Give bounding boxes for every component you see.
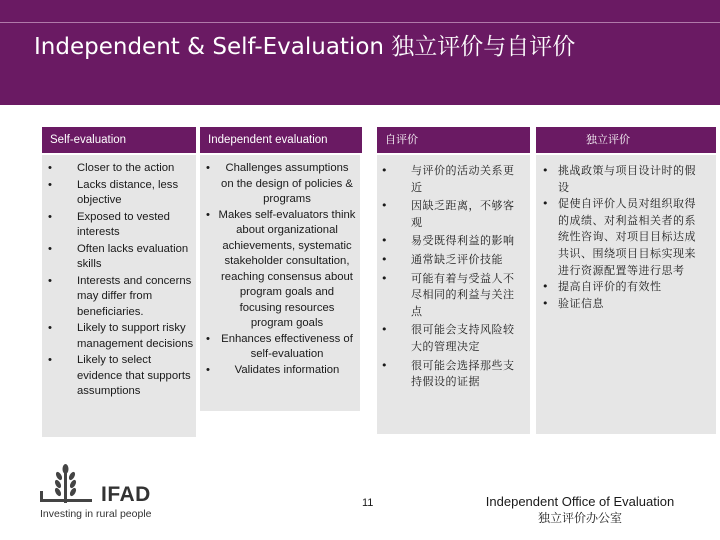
list-item: • 与评价的活动关系更近	[377, 163, 520, 196]
page-number: 11	[362, 497, 374, 509]
wheat-emblem-icon	[36, 463, 98, 507]
office-name-cn: 独立评价办公室	[537, 511, 622, 525]
title-bar	[0, 0, 720, 105]
comparison-table	[40, 127, 720, 437]
list-item: • 挑战政策与项目设计时的假设	[536, 163, 704, 196]
list-item: • 验证信息	[536, 296, 704, 313]
self-evaluation-cn-list	[377, 163, 520, 391]
list-item: • 因缺乏距离，不够客观	[377, 198, 520, 231]
office-name-en: Independent Office of Evaluation	[485, 494, 675, 509]
list-item: • Enhances effectiveness of self-evaluation	[200, 332, 356, 363]
list-item: • Challenges assumptions on the design of policies & programs	[200, 161, 356, 208]
list-item: • 可能有着与受益人不尽相同的利益与关注点	[377, 271, 520, 321]
list-item: • 很可能会支持风险较大的管理决定	[377, 322, 520, 355]
list-item: • 易受既得利益的影响	[377, 233, 520, 250]
title-bar-rule	[0, 22, 720, 23]
column-header-independent-evaluation-cn: 独立评价	[536, 127, 716, 153]
column-body-independent-evaluation-cn	[536, 155, 716, 434]
footer-office	[470, 494, 690, 526]
column-header-independent-evaluation: Independent evaluation	[200, 127, 362, 153]
column-header-self-evaluation: Self-evaluation	[42, 127, 196, 153]
slide-title: Independent & Self-Evaluation 独立评价与自评价	[34, 34, 576, 60]
column-body-independent-evaluation	[200, 155, 360, 411]
list-item: • 促使自评价人员对组织取得的成绩、对利益相关者的系统性咨询、对项目目标达成共识、围绕项目目标实现来进行资源配置等进行思考	[536, 196, 704, 279]
logo-tagline: Investing in rural people	[40, 508, 152, 520]
column-body-self-evaluation	[42, 155, 196, 437]
list-item: • Likely to support risky management decisions	[42, 321, 196, 352]
self-evaluation-list	[42, 161, 196, 400]
list-item: • Validates information	[200, 363, 356, 379]
list-item: • Makes self-evaluators think about organizational achievements, systematic stakeholder consultation, reaching consensus about program goals and focusing resources program goals	[200, 208, 356, 332]
list-item: • 很可能会选择那些支持假设的证据	[377, 358, 520, 391]
list-item: • Interests and concerns may differ from beneficiaries.	[42, 274, 196, 321]
independent-evaluation-cn-list	[536, 163, 704, 312]
column-header-self-evaluation-cn: 自评价	[377, 127, 530, 153]
column-body-self-evaluation-cn	[377, 155, 530, 434]
logo-wordmark: IFAD	[101, 483, 151, 506]
list-item: • Lacks distance, less objective	[42, 178, 196, 209]
list-item: • Exposed to vested interests	[42, 210, 196, 241]
list-item: • Closer to the action	[42, 161, 196, 177]
list-item: • 提高自评价的有效性	[536, 279, 704, 296]
list-item: • Likely to select evidence that supports assumptions	[42, 353, 196, 400]
ifad-logo	[36, 463, 166, 523]
list-item: • Often lacks evaluation skills	[42, 242, 196, 273]
list-item: • 通常缺乏评价技能	[377, 252, 520, 269]
independent-evaluation-list	[200, 161, 356, 378]
